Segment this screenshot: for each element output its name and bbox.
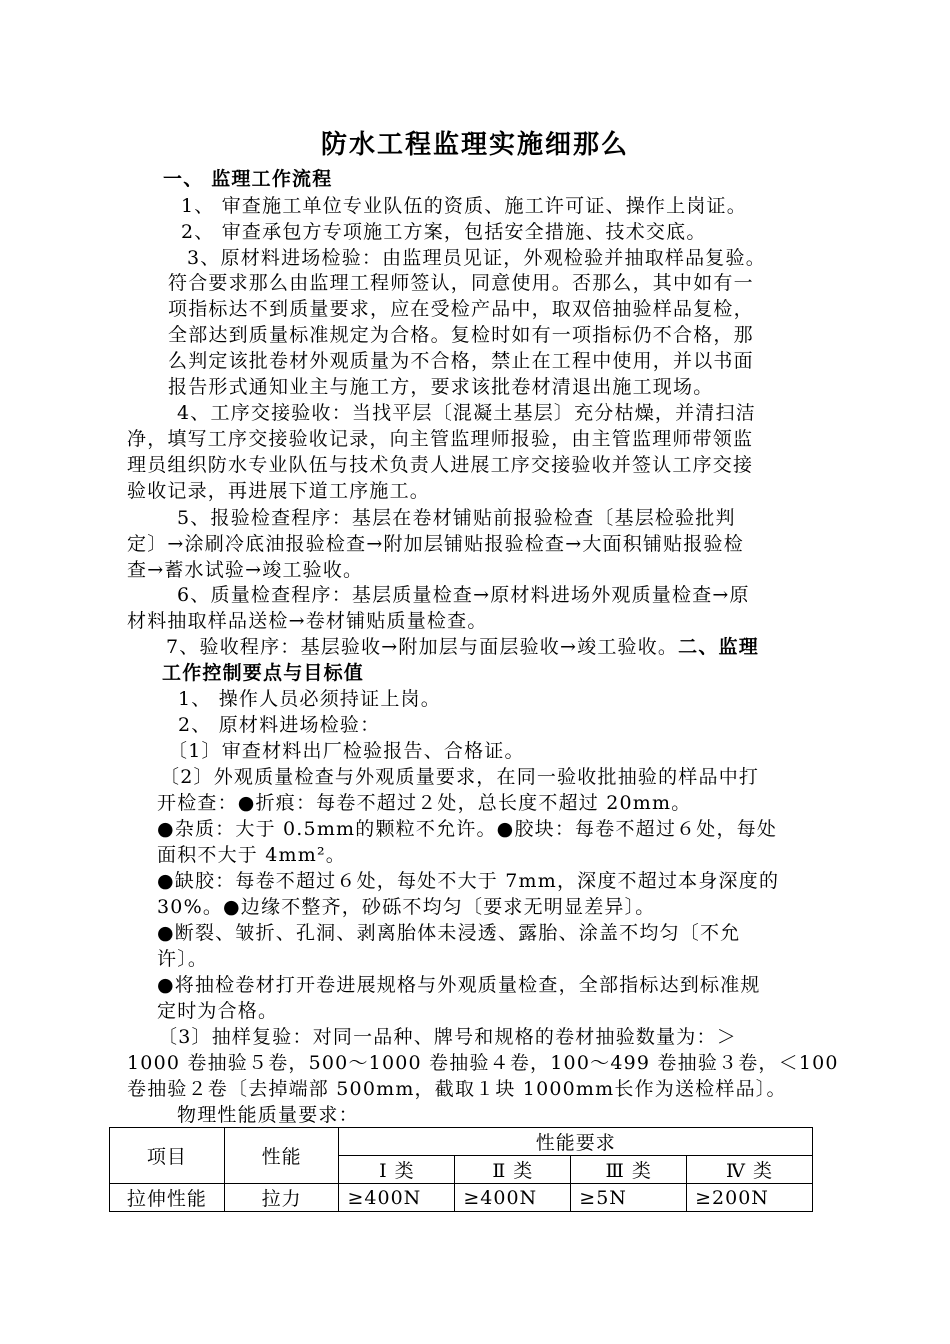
section-heading-1: 一、 监理工作流程 [163,168,333,190]
paragraph-line: 3、原材料进场检验：由监理员见证，外观检验并抽取样品复验。 [187,247,766,269]
paragraph-line: 净，填写工序交接验收记录，向主管监理师报验，由主管监理师带领监 [127,428,754,450]
paragraph-line: 定时为合格。 [157,1000,279,1022]
paragraph-line: ●缺胶：每卷不超过６处，每处不大于 7mm，深度不超过本身深度的 [157,870,780,892]
paragraph-line: 6、质量检查程序：基层质量检查→原材料进场外观质量检查→原 [177,584,750,606]
paragraph-line: 符合要求那么由监理工程师签认，同意使用。否那么，其中如有一 [168,272,754,294]
paragraph-line: 〔2〕外观质量检查与外观质量要求，在同一验收批抽验的样品中打 [160,766,760,788]
paragraph-line: 材料抽取样品送检→卷材铺贴质量检查。 [127,610,488,632]
paragraph-line: 验收记录，再进展下道工序施工。 [127,480,431,502]
paragraph-line: 查→蓄水试验→竣工验收。 [127,559,364,581]
paragraph-line: 开检查：●折痕：每卷不超过２处，总长度不超过 20mm。 [157,792,692,814]
paragraph-line: 〔1〕审查材料出厂检验报告、合格证。 [168,740,525,762]
paragraph-line: 理员组织防水专业队伍与技术负责人进展工序交接验收并签认工序交接 [127,454,754,476]
section-heading-2: 工作控制要点与目标值 [162,662,365,684]
paragraph-line: 30%。●边缘不整齐，砂砾不均匀〔要求无明显差异〕。 [157,896,656,918]
paragraph-line: 么判定该批卷材外观质量为不合格，禁止在工程中使用，并以书面 [168,350,754,372]
header-performance: 性能 [224,1128,339,1184]
cell-performance: 拉力 [224,1184,339,1212]
table-header-row [110,1128,813,1156]
cell-value: ≥400N [339,1184,455,1212]
cell-value: ≥5N [571,1184,687,1212]
paragraph-line: 2、 审查承包方专项施工方案，包括安全措施、技术交底。 [181,221,707,243]
paragraph-line: 2、 原材料进场检验： [178,714,381,736]
section-heading-2-start: 二、监理 [678,636,759,658]
paragraph-line: 1000 卷抽验５卷，500～1000 卷抽验４卷，100～499 卷抽验３卷，＜100 [127,1052,839,1074]
paragraph-line: 4、工序交接验收：当找平层〔混凝土基层〕充分枯燥，并清扫洁 [177,402,756,424]
class-header: Ⅳ 类 [687,1156,813,1184]
document-title: 防水工程监理实施细那么 [320,130,629,160]
paragraph-line: 〔3〕抽样复验：对同一品种、牌号和规格的卷材抽验数量为：＞ [158,1026,737,1048]
paragraph-line: 1、 操作人员必须持证上岗。 [178,688,441,710]
cell-value: ≥200N [687,1184,813,1212]
paragraph-line: 物理性能质量要求： [177,1104,359,1126]
paragraph-line: 5、报验检查程序：基层在卷材铺贴前报验检查〔基层检验批判 [177,507,736,529]
class-header: Ⅱ 类 [455,1156,571,1184]
paragraph-line: 面积不大于 4mm²。 [157,844,346,866]
header-item: 项目 [110,1128,225,1184]
paragraph-line: 1、 审查施工单位专业队伍的资质、施工许可证、操作上岗证。 [181,195,747,217]
paragraph-line: 许〕。 [157,948,209,970]
paragraph-line: 卷抽验２卷〔去掉端部 500mm，截取１块 1000mm长作为送检样品〕。 [127,1078,787,1100]
paragraph-line: ●断裂、皱折、孔洞、剥离胎体未浸透、露胎、涂盖不均匀〔不允 [157,922,741,944]
paragraph-text: 7、验收程序：基层验收→附加层与面层验收→竣工验收。 [166,636,679,658]
paragraph-line: ●杂质：大于 0.5mm的颗粒不允许。●胶块：每卷不超过６处，每处 [157,818,778,840]
paragraph-line [166,634,759,660]
physical-properties-table [109,1127,813,1212]
paragraph-line: 报告形式通知业主与施工方，要求该批卷材清退出施工现场。 [168,376,714,398]
table-row [110,1184,813,1212]
class-header: Ⅰ 类 [339,1156,455,1184]
paragraph-line: ●将抽检卷材打开卷进展规格与外观质量检查，全部指标达到标准规 [157,974,761,996]
paragraph-line: 定〕→涂刷冷底油报验检查→附加层铺贴报验检查→大面积铺贴报验检 [127,533,744,555]
paragraph-line: 全部达到质量标准规定为合格。复检时如有一项指标仍不合格，那 [168,324,754,346]
cell-item: 拉伸性能 [110,1184,225,1212]
cell-value: ≥400N [455,1184,571,1212]
header-requirements: 性能要求 [339,1128,813,1156]
paragraph-line: 项指标达不到质量要求，应在受检产品中，取双倍抽验样品复检， [168,298,754,320]
class-header: Ⅲ 类 [571,1156,687,1184]
